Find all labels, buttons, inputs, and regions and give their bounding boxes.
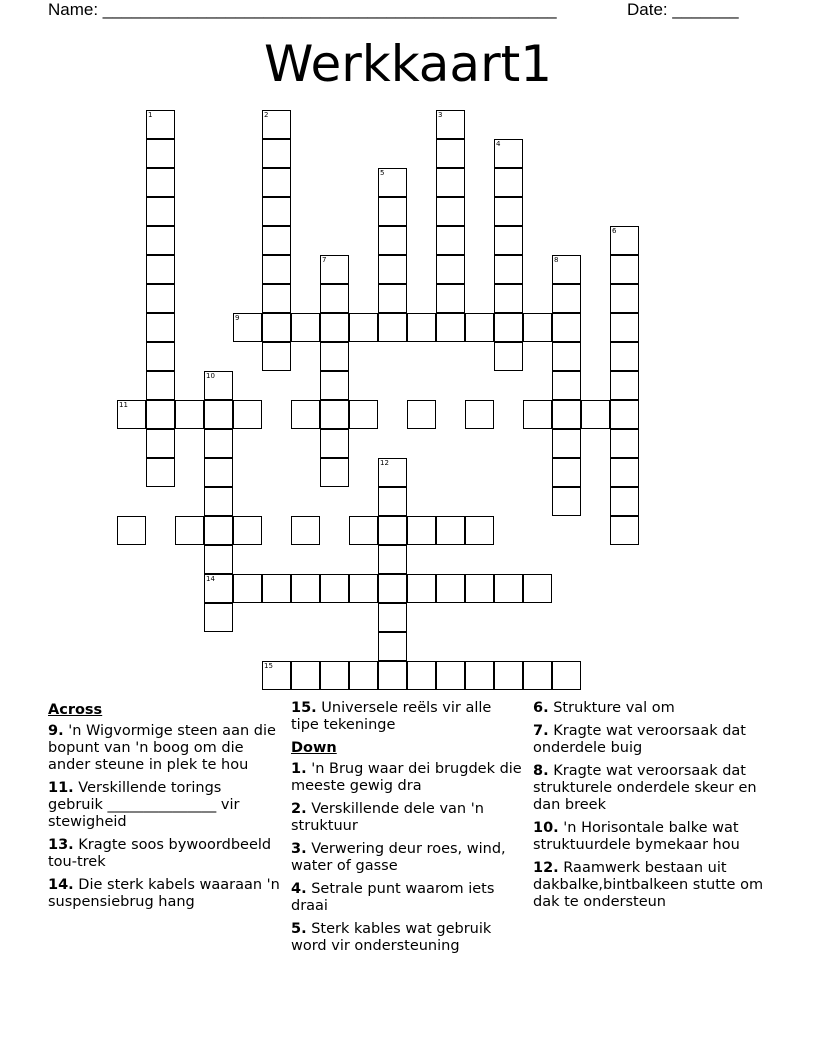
clue-item <box>533 700 765 717</box>
crossword-cell[interactable] <box>494 139 523 168</box>
crossword-cell[interactable] <box>291 661 320 690</box>
clue-item <box>533 723 765 757</box>
crossword-cell[interactable] <box>204 371 233 400</box>
crossword-cell[interactable] <box>146 197 175 226</box>
clue-text: Setrale punt waarom iets draai <box>291 881 495 914</box>
crossword-cell[interactable] <box>378 255 407 284</box>
clue-item <box>48 723 280 774</box>
clue-number: 13. <box>48 837 74 853</box>
clue-text: Raamwerk bestaan uit dakbalke,bintbalkeen stutte om dak te ondersteun <box>533 860 764 910</box>
clue-number: 9 <box>235 314 240 322</box>
clue-number: 11. <box>48 780 74 796</box>
crossword-cell[interactable] <box>378 197 407 226</box>
crossword-cell[interactable] <box>262 342 291 371</box>
crossword-cell[interactable] <box>146 255 175 284</box>
crossword-cell[interactable] <box>146 458 175 487</box>
crossword-cell[interactable] <box>610 487 639 516</box>
crossword-cell[interactable] <box>146 371 175 400</box>
clue-number: 12. <box>533 860 559 876</box>
crossword-cell[interactable] <box>204 458 233 487</box>
crossword-cell[interactable] <box>407 313 436 342</box>
clue-number: 12 <box>380 459 389 467</box>
crossword-cell[interactable] <box>552 313 581 342</box>
crossword-cell[interactable] <box>552 342 581 371</box>
crossword-cell[interactable] <box>262 139 291 168</box>
clue-text: Strukture val om <box>548 700 675 716</box>
crossword-cell[interactable] <box>204 603 233 632</box>
crossword-cell[interactable] <box>349 661 378 690</box>
crossword-cell[interactable] <box>436 661 465 690</box>
clue-item <box>48 837 280 871</box>
crossword-cell[interactable] <box>436 313 465 342</box>
crossword-cell[interactable] <box>320 400 349 429</box>
clue-number: 2. <box>291 801 307 817</box>
crossword-cell[interactable] <box>320 371 349 400</box>
crossword-cell[interactable] <box>262 168 291 197</box>
crossword-cell[interactable] <box>581 400 610 429</box>
crossword-cell[interactable] <box>204 429 233 458</box>
crossword-cell[interactable] <box>233 574 262 603</box>
crossword-cell[interactable] <box>465 574 494 603</box>
crossword-cell[interactable] <box>436 284 465 313</box>
clue-text: Kragte wat veroorsaak dat strukturele onderdele skeur en dan breek <box>533 763 757 813</box>
clue-number: 15 <box>264 662 273 670</box>
crossword-cell[interactable] <box>262 313 291 342</box>
down-heading: Down <box>291 740 337 756</box>
clue-number: 5 <box>380 169 385 177</box>
crossword-cell[interactable] <box>117 516 146 545</box>
crossword-cell[interactable] <box>552 284 581 313</box>
crossword-cell[interactable] <box>378 603 407 632</box>
clue-number: 6. <box>533 700 549 716</box>
crossword-cell[interactable] <box>146 429 175 458</box>
crossword-cell[interactable] <box>378 284 407 313</box>
crossword-cell[interactable] <box>233 400 262 429</box>
crossword-cell[interactable] <box>436 168 465 197</box>
crossword-cell[interactable] <box>610 284 639 313</box>
crossword-cell[interactable] <box>494 284 523 313</box>
clue-text: Universele reëls vir alle tipe tekeninge <box>291 700 492 733</box>
crossword-cell[interactable] <box>465 516 494 545</box>
crossword-cell[interactable] <box>610 342 639 371</box>
clue-number: 8. <box>533 763 549 779</box>
crossword-cell[interactable] <box>262 255 291 284</box>
clue-item <box>48 877 280 911</box>
crossword-cell[interactable] <box>436 255 465 284</box>
clue-number: 14. <box>48 877 74 893</box>
clue-text: Die sterk kabels waaraan 'n suspensiebrug hang <box>48 877 280 910</box>
crossword-cell[interactable] <box>436 226 465 255</box>
crossword-cell[interactable] <box>523 661 552 690</box>
crossword-cell[interactable] <box>552 661 581 690</box>
clue-item <box>291 700 523 734</box>
clue-item <box>291 761 523 795</box>
clue-number: 5. <box>291 921 307 937</box>
clue-text: 'n Brug waar dei brugdek die meeste gewig dra <box>291 761 522 794</box>
clue-item <box>291 921 523 955</box>
crossword-cell[interactable] <box>610 313 639 342</box>
crossword-cell[interactable] <box>494 661 523 690</box>
crossword-cell[interactable] <box>378 632 407 661</box>
crossword-cell[interactable] <box>262 574 291 603</box>
crossword-cell[interactable] <box>523 313 552 342</box>
clue-number: 8 <box>554 256 559 264</box>
crossword-cell[interactable] <box>204 545 233 574</box>
crossword-cell[interactable] <box>378 458 407 487</box>
clue-number: 4. <box>291 881 307 897</box>
crossword-cell[interactable] <box>610 516 639 545</box>
clue-text: 'n Wigvormige steen aan die bopunt van 'n boog om die ander steune in plek te hou <box>48 723 276 773</box>
crossword-cell[interactable] <box>552 429 581 458</box>
across-heading: Across <box>48 702 103 718</box>
clue-number: 1. <box>291 761 307 777</box>
crossword-cell[interactable] <box>320 313 349 342</box>
crossword-cell[interactable] <box>436 516 465 545</box>
clue-text: 'n Horisontale balke wat struktuurdele bymekaar hou <box>533 820 740 853</box>
clue-number: 1 <box>148 111 153 119</box>
clue-number: 7. <box>533 723 549 739</box>
clues-column-3 <box>533 700 765 917</box>
crossword-cell[interactable] <box>262 197 291 226</box>
clue-text: Verwering deur roes, wind, water of gasse <box>291 841 506 874</box>
crossword-cell[interactable] <box>494 197 523 226</box>
crossword-cell[interactable] <box>291 516 320 545</box>
date-field: Date: _______ <box>627 0 739 19</box>
crossword-cell[interactable] <box>523 574 552 603</box>
crossword-cell[interactable] <box>378 574 407 603</box>
clue-item <box>291 841 523 875</box>
clue-text: Kragte soos bywoordbeeld tou-trek <box>48 837 272 870</box>
crossword-cell[interactable] <box>436 574 465 603</box>
clue-text: Kragte wat veroorsaak dat onderdele buig <box>533 723 746 756</box>
crossword-cell[interactable] <box>146 139 175 168</box>
crossword-cell[interactable] <box>146 110 175 139</box>
crossword-cell[interactable] <box>320 342 349 371</box>
crossword-cell[interactable] <box>378 313 407 342</box>
crossword-cell[interactable] <box>204 400 233 429</box>
crossword-cell[interactable] <box>291 313 320 342</box>
crossword-cell[interactable] <box>378 168 407 197</box>
crossword-cell[interactable] <box>407 661 436 690</box>
crossword-cell[interactable] <box>378 661 407 690</box>
crossword-cell[interactable] <box>494 574 523 603</box>
name-field: Name: ________________________________________________ <box>48 0 557 19</box>
clues-column-1 <box>48 700 280 917</box>
clue-number: 3 <box>438 111 443 119</box>
crossword-cell[interactable] <box>204 516 233 545</box>
crossword-cell[interactable] <box>610 400 639 429</box>
crossword-cell[interactable] <box>465 661 494 690</box>
crossword-cell[interactable] <box>233 313 262 342</box>
clue-text: Sterk kables wat gebruik word vir ondersteuning <box>291 921 492 954</box>
clue-number: 10 <box>206 372 215 380</box>
crossword-cell[interactable] <box>262 226 291 255</box>
clue-number: 14 <box>206 575 215 583</box>
crossword-cell[interactable] <box>291 400 320 429</box>
clue-item <box>533 860 765 911</box>
crossword-cell[interactable] <box>523 400 552 429</box>
clue-item <box>48 780 280 831</box>
crossword-cell[interactable] <box>117 400 146 429</box>
clue-number: 15. <box>291 700 317 716</box>
clue-number: 3. <box>291 841 307 857</box>
clue-number: 9. <box>48 723 64 739</box>
crossword-cell[interactable] <box>320 458 349 487</box>
clue-number: 10. <box>533 820 559 836</box>
crossword-cell[interactable] <box>494 313 523 342</box>
clue-text: Verskillende dele van 'n struktuur <box>291 801 484 834</box>
crossword-cell[interactable] <box>465 400 494 429</box>
clues-column-2 <box>291 700 523 961</box>
crossword-cell[interactable] <box>610 429 639 458</box>
crossword-cell[interactable] <box>175 400 204 429</box>
crossword-cell[interactable] <box>610 371 639 400</box>
crossword-cell[interactable] <box>610 226 639 255</box>
crossword-cell[interactable] <box>320 284 349 313</box>
crossword-cell[interactable] <box>204 574 233 603</box>
crossword-cell[interactable] <box>146 284 175 313</box>
crossword-cell[interactable] <box>204 487 233 516</box>
crossword-cell[interactable] <box>291 574 320 603</box>
crossword-cell[interactable] <box>407 574 436 603</box>
crossword-cell[interactable] <box>349 313 378 342</box>
crossword-cell[interactable] <box>146 400 175 429</box>
crossword-cell[interactable] <box>552 371 581 400</box>
clue-number: 7 <box>322 256 327 264</box>
crossword-cell[interactable] <box>320 661 349 690</box>
crossword-cell[interactable] <box>436 197 465 226</box>
crossword-cell[interactable] <box>494 168 523 197</box>
clue-number: 11 <box>119 401 128 409</box>
crossword-cell[interactable] <box>552 458 581 487</box>
crossword-cell[interactable] <box>465 313 494 342</box>
clue-item <box>533 763 765 814</box>
crossword-cell[interactable] <box>552 255 581 284</box>
crossword-cell[interactable] <box>320 574 349 603</box>
crossword-cell[interactable] <box>494 226 523 255</box>
clue-item <box>291 801 523 835</box>
clue-number: 4 <box>496 140 501 148</box>
crossword-cell[interactable] <box>610 255 639 284</box>
clue-number: 2 <box>264 111 269 119</box>
crossword-cell[interactable] <box>320 429 349 458</box>
crossword-cell[interactable] <box>262 661 291 690</box>
crossword-cell[interactable] <box>378 545 407 574</box>
crossword-cell[interactable] <box>320 255 349 284</box>
crossword-cell[interactable] <box>436 110 465 139</box>
crossword-cell[interactable] <box>349 516 378 545</box>
crossword-cell[interactable] <box>552 487 581 516</box>
crossword-cell[interactable] <box>610 458 639 487</box>
crossword-cell[interactable] <box>175 516 204 545</box>
crossword-cell[interactable] <box>407 400 436 429</box>
crossword-cell[interactable] <box>378 226 407 255</box>
crossword-cell[interactable] <box>146 313 175 342</box>
crossword-cell[interactable] <box>146 342 175 371</box>
clue-text: Verskillende torings gebruik _______________ vir stewigheid <box>48 780 240 830</box>
crossword-cell[interactable] <box>407 516 436 545</box>
clue-item <box>533 820 765 854</box>
crossword-cell[interactable] <box>262 284 291 313</box>
clue-number: 6 <box>612 227 617 235</box>
crossword-cell[interactable] <box>146 226 175 255</box>
crossword-cell[interactable] <box>552 400 581 429</box>
crossword-cell[interactable] <box>494 255 523 284</box>
crossword-cell[interactable] <box>349 400 378 429</box>
crossword-cell[interactable] <box>378 487 407 516</box>
crossword-cell[interactable] <box>146 168 175 197</box>
crossword-cell[interactable] <box>378 516 407 545</box>
crossword-cell[interactable] <box>436 139 465 168</box>
clue-item <box>291 881 523 915</box>
crossword-cell[interactable] <box>494 342 523 371</box>
crossword-cell[interactable] <box>233 516 262 545</box>
crossword-cell[interactable] <box>349 574 378 603</box>
crossword-cell[interactable] <box>262 110 291 139</box>
page-title: Werkkaart1 <box>263 35 553 93</box>
